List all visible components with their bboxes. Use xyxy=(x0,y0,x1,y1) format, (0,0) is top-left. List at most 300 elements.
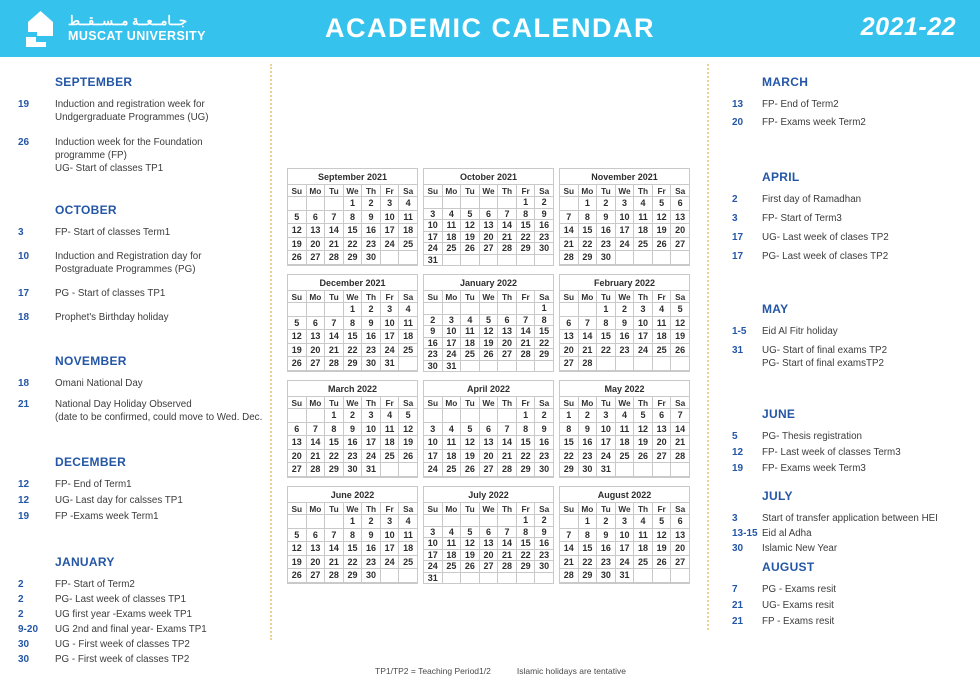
calendar-day: 9 xyxy=(535,208,554,220)
calendar-day: 16 xyxy=(535,538,554,550)
calendar-day: 11 xyxy=(634,210,653,224)
event-text: PG - First week of classes TP2 xyxy=(55,654,190,665)
calendar-day: 10 xyxy=(424,436,443,450)
month-heading: JUNE xyxy=(762,407,796,421)
weekday-header: We xyxy=(479,291,498,303)
event-text: FP- Last week of classes Term3 xyxy=(762,447,901,458)
weekday-header: Tu xyxy=(325,503,344,515)
calendar-day: 16 xyxy=(362,542,381,556)
calendar-day: 19 xyxy=(288,343,307,357)
calendar-day: 10 xyxy=(424,538,443,550)
weekday-header: Sa xyxy=(399,397,418,409)
event-row xyxy=(707,212,980,225)
calendar-day: 1 xyxy=(516,197,535,209)
calendar-day: 3 xyxy=(634,303,653,317)
mini-calendar-april-2022 xyxy=(423,380,554,478)
event-row xyxy=(707,542,980,555)
calendar-month-title: January 2022 xyxy=(424,275,554,291)
calendar-day xyxy=(399,357,418,371)
calendar-day: 26 xyxy=(652,237,671,251)
calendar-day: 9 xyxy=(597,210,616,224)
calendar-day: 7 xyxy=(671,409,690,423)
event-row xyxy=(0,311,270,324)
calendar-day: 23 xyxy=(362,555,381,569)
calendar-day: 25 xyxy=(634,237,653,251)
calendar-day: 18 xyxy=(380,436,399,450)
calendar-day: 15 xyxy=(343,224,362,238)
calendar-day xyxy=(634,357,653,371)
logo-arabic-name: جــامــعــة مــســقــط xyxy=(68,13,187,29)
event-row xyxy=(0,377,270,390)
event-day: 18 xyxy=(18,312,30,323)
weekday-header: Su xyxy=(424,503,443,515)
calendar-day: 27 xyxy=(498,349,517,361)
calendar-day: 6 xyxy=(306,528,325,542)
calendar-day: 14 xyxy=(306,436,325,450)
calendar-day: 23 xyxy=(578,449,597,463)
calendar-day: 5 xyxy=(288,210,307,224)
calendar-day: 19 xyxy=(634,436,653,450)
events-section-september xyxy=(0,75,270,187)
calendar-day: 8 xyxy=(516,526,535,538)
event-row xyxy=(0,623,270,636)
calendar-day: 2 xyxy=(535,515,554,527)
calendar-day xyxy=(362,582,381,583)
calendar-day: 24 xyxy=(634,343,653,357)
calendar-day xyxy=(380,569,399,583)
calendar-day xyxy=(516,254,535,266)
calendar-day: 20 xyxy=(479,549,498,561)
calendar-day: 27 xyxy=(671,237,690,251)
calendar-month-title: July 2022 xyxy=(424,487,554,503)
calendar-day xyxy=(560,582,579,583)
event-day: 20 xyxy=(732,117,744,128)
calendar-day xyxy=(325,515,344,529)
calendar-day xyxy=(288,582,307,583)
calendar-day xyxy=(343,582,362,583)
calendar-day xyxy=(634,463,653,477)
calendar-day: 8 xyxy=(343,528,362,542)
calendar-day: 31 xyxy=(615,569,634,583)
calendar-month-title: September 2021 xyxy=(288,169,418,185)
calendar-day xyxy=(498,303,517,315)
calendar-day: 24 xyxy=(362,449,381,463)
weekday-header: Su xyxy=(288,397,307,409)
calendar-day: 14 xyxy=(560,542,579,556)
event-day: 13-15 xyxy=(732,528,758,539)
calendar-day: 28 xyxy=(560,251,579,265)
weekday-header: We xyxy=(615,185,634,197)
calendar-day: 3 xyxy=(380,515,399,529)
events-section-december xyxy=(0,455,270,526)
event-day: 30 xyxy=(732,543,744,554)
calendar-day: 29 xyxy=(578,251,597,265)
event-text: Omani National Day xyxy=(55,378,143,389)
calendar-day: 6 xyxy=(288,422,307,436)
calendar-day: 4 xyxy=(461,314,480,326)
weekday-header: Tu xyxy=(461,397,480,409)
calendar-day: 30 xyxy=(362,569,381,583)
calendar-day: 16 xyxy=(362,330,381,344)
calendar-day: 5 xyxy=(634,409,653,423)
calendar-day: 3 xyxy=(597,409,616,423)
calendar-day: 30 xyxy=(362,357,381,371)
calendar-day: 7 xyxy=(560,210,579,224)
calendar-day: 4 xyxy=(652,303,671,317)
calendar-day: 20 xyxy=(479,449,498,463)
calendar-day: 31 xyxy=(362,463,381,477)
calendar-day: 17 xyxy=(424,231,443,243)
calendar-day: 17 xyxy=(380,542,399,556)
university-logo-icon xyxy=(22,9,59,49)
calendar-day: 19 xyxy=(461,231,480,243)
calendar-day: 23 xyxy=(535,231,554,243)
calendar-day: 12 xyxy=(652,528,671,542)
calendar-day xyxy=(306,197,325,211)
calendar-day xyxy=(652,569,671,583)
calendar-day: 2 xyxy=(535,409,554,423)
weekday-header: Tu xyxy=(597,291,616,303)
event-day: 9-20 xyxy=(18,624,39,635)
calendar-day: 25 xyxy=(652,343,671,357)
calendar-day xyxy=(461,303,480,315)
calendar-day: 21 xyxy=(498,449,517,463)
calendar-day: 15 xyxy=(560,436,579,450)
calendar-day: 10 xyxy=(597,422,616,436)
weekday-header: Sa xyxy=(399,185,418,197)
calendar-day: 25 xyxy=(399,343,418,357)
calendar-day: 3 xyxy=(615,515,634,529)
calendar-day: 21 xyxy=(325,555,344,569)
weekday-header: Th xyxy=(634,291,653,303)
calendar-day: 10 xyxy=(615,528,634,542)
calendar-day xyxy=(442,409,461,423)
calendar-day xyxy=(399,264,418,265)
calendar-day: 22 xyxy=(516,449,535,463)
weekday-header: Su xyxy=(560,397,579,409)
calendar-day: 17 xyxy=(380,330,399,344)
calendar-day xyxy=(380,582,399,583)
calendar-day: 6 xyxy=(479,208,498,220)
calendar-day: 30 xyxy=(597,569,616,583)
calendar-day: 26 xyxy=(671,343,690,357)
calendar-day xyxy=(399,582,418,583)
calendar-day: 13 xyxy=(671,528,690,542)
calendar-day: 22 xyxy=(343,343,362,357)
event-row xyxy=(0,98,270,124)
event-row xyxy=(707,583,980,596)
calendar-day: 9 xyxy=(362,316,381,330)
calendar-day: 21 xyxy=(560,555,579,569)
calendar-day: 12 xyxy=(461,436,480,450)
weekday-header: Su xyxy=(424,185,443,197)
month-heading: MARCH xyxy=(762,75,809,89)
calendar-day: 14 xyxy=(498,220,517,232)
calendar-day: 10 xyxy=(442,326,461,338)
calendar-day xyxy=(535,572,554,584)
calendar-day: 13 xyxy=(560,330,579,344)
calendar-day: 2 xyxy=(362,303,381,317)
events-section-october xyxy=(0,203,270,335)
calendar-day xyxy=(560,515,579,529)
calendar-day: 11 xyxy=(442,436,461,450)
calendar-day xyxy=(380,370,399,371)
calendar-day: 30 xyxy=(597,251,616,265)
event-row xyxy=(707,462,980,475)
calendar-day: 8 xyxy=(343,210,362,224)
calendar-day: 31 xyxy=(424,572,443,584)
event-text: UG- Last day for calsses TP1 xyxy=(55,495,183,506)
calendar-day: 1 xyxy=(343,303,362,317)
calendar-day: 14 xyxy=(498,436,517,450)
calendar-day xyxy=(325,476,344,477)
calendar-day: 31 xyxy=(597,463,616,477)
calendar-day xyxy=(578,370,597,371)
calendar-day xyxy=(343,264,362,265)
calendar-day: 7 xyxy=(325,316,344,330)
event-text: PG - Start of classes TP1 xyxy=(55,288,166,299)
calendar-day: 4 xyxy=(442,208,461,220)
event-day: 12 xyxy=(18,479,30,490)
calendar-day xyxy=(288,197,307,211)
calendar-day: 10 xyxy=(424,220,443,232)
calendar-day: 12 xyxy=(461,538,480,550)
event-text: FP- Exams week Term2 xyxy=(762,117,866,128)
logo-english-name: MUSCAT UNIVERSITY xyxy=(68,29,206,44)
calendar-day: 6 xyxy=(479,422,498,436)
calendar-day: 4 xyxy=(399,515,418,529)
calendar-day: 26 xyxy=(634,449,653,463)
calendar-day xyxy=(634,582,653,583)
event-text: Islamic New Year xyxy=(762,543,838,554)
calendar-day: 24 xyxy=(380,343,399,357)
calendar-day: 20 xyxy=(652,436,671,450)
weekday-header: We xyxy=(343,291,362,303)
calendar-day: 24 xyxy=(615,555,634,569)
month-heading: JULY xyxy=(762,489,793,503)
calendar-day xyxy=(442,476,461,477)
calendar-day: 27 xyxy=(479,561,498,573)
mini-calendar-july-2022 xyxy=(423,486,554,584)
calendar-day: 21 xyxy=(498,231,517,243)
calendar-day xyxy=(288,476,307,477)
calendar-day: 1 xyxy=(560,409,579,423)
calendar-day xyxy=(652,357,671,371)
calendar-day: 27 xyxy=(306,569,325,583)
calendar-day: 23 xyxy=(362,237,381,251)
events-section-june xyxy=(707,407,980,478)
footer-notes xyxy=(375,666,626,676)
calendar-day xyxy=(442,572,461,584)
weekday-header: Mo xyxy=(306,185,325,197)
calendar-day: 2 xyxy=(535,197,554,209)
mini-calendar-september-2021 xyxy=(287,168,418,266)
calendar-month-title: August 2022 xyxy=(560,487,690,503)
calendar-day xyxy=(597,357,616,371)
calendar-day: 22 xyxy=(325,449,344,463)
calendar-day xyxy=(306,264,325,265)
calendar-day: 20 xyxy=(288,449,307,463)
mini-calendar-may-2022 xyxy=(559,380,690,478)
calendar-day xyxy=(399,463,418,477)
calendar-day: 25 xyxy=(442,561,461,573)
calendar-day: 11 xyxy=(399,210,418,224)
calendar-day: 8 xyxy=(578,210,597,224)
calendar-day: 10 xyxy=(380,210,399,224)
calendar-day: 16 xyxy=(597,542,616,556)
calendar-day: 20 xyxy=(306,237,325,251)
events-section-august xyxy=(707,560,980,631)
calendar-day: 27 xyxy=(306,251,325,265)
calendar-day: 17 xyxy=(362,436,381,450)
calendar-day: 31 xyxy=(424,254,443,266)
calendar-day: 30 xyxy=(535,561,554,573)
events-section-march xyxy=(707,75,980,134)
event-row xyxy=(0,250,270,276)
calendar-day: 15 xyxy=(325,436,344,450)
event-text: FP- Start of Term2 xyxy=(55,579,135,590)
weekday-header: Tu xyxy=(597,503,616,515)
calendar-day xyxy=(498,254,517,266)
weekday-header: Tu xyxy=(461,503,480,515)
calendar-day xyxy=(479,360,498,372)
event-row xyxy=(0,510,270,523)
calendar-day xyxy=(634,251,653,265)
calendar-day: 17 xyxy=(424,549,443,561)
event-row xyxy=(0,494,270,507)
calendar-day: 5 xyxy=(652,515,671,529)
calendar-day xyxy=(615,582,634,583)
event-day: 17 xyxy=(732,232,744,243)
event-row xyxy=(0,638,270,651)
calendar-day xyxy=(652,463,671,477)
event-text: UG- Exams resit xyxy=(762,600,834,611)
calendar-day: 9 xyxy=(343,422,362,436)
weekday-header: Sa xyxy=(671,397,690,409)
calendar-day xyxy=(424,197,443,209)
calendar-day: 16 xyxy=(615,330,634,344)
weekday-header: Fr xyxy=(380,185,399,197)
calendar-day: 20 xyxy=(479,231,498,243)
calendar-day: 25 xyxy=(399,555,418,569)
weekday-header: Th xyxy=(498,291,517,303)
event-row xyxy=(707,231,980,244)
calendar-day: 9 xyxy=(362,210,381,224)
calendar-day xyxy=(343,476,362,477)
calendar-day xyxy=(325,582,344,583)
calendar-day xyxy=(380,264,399,265)
event-row xyxy=(0,478,270,491)
calendar-day: 13 xyxy=(306,542,325,556)
calendar-day: 1 xyxy=(516,515,535,527)
calendar-day: 4 xyxy=(399,303,418,317)
calendar-day: 19 xyxy=(671,330,690,344)
month-heading: NOVEMBER xyxy=(55,354,127,368)
calendar-day xyxy=(615,463,634,477)
weekday-header: Fr xyxy=(516,185,535,197)
weekday-header: Mo xyxy=(442,503,461,515)
calendar-day: 2 xyxy=(362,515,381,529)
calendar-day: 16 xyxy=(362,224,381,238)
university-logo xyxy=(22,9,206,49)
calendar-day xyxy=(560,303,579,317)
calendar-day: 29 xyxy=(516,463,535,477)
calendar-day: 5 xyxy=(399,409,418,423)
calendar-day xyxy=(362,476,381,477)
calendar-day: 16 xyxy=(597,224,616,238)
calendar-day: 2 xyxy=(424,314,443,326)
calendar-day: 4 xyxy=(399,197,418,211)
calendar-day: 7 xyxy=(516,314,535,326)
weekday-header: Tu xyxy=(461,185,480,197)
mini-calendar-february-2022 xyxy=(559,274,690,372)
calendar-day: 21 xyxy=(498,549,517,561)
footer-note-teaching-period: TP1/TP2 = Teaching Period1/2 xyxy=(375,666,491,676)
calendar-day: 2 xyxy=(597,515,616,529)
calendar-day: 25 xyxy=(634,555,653,569)
event-text: FP- Start of Term3 xyxy=(762,213,842,224)
calendar-day: 3 xyxy=(380,197,399,211)
month-heading: JANUARY xyxy=(55,555,115,569)
calendar-day: 27 xyxy=(479,463,498,477)
calendar-day: 28 xyxy=(560,569,579,583)
page-title: ACADEMIC CALENDAR xyxy=(325,13,655,43)
calendar-day: 26 xyxy=(288,569,307,583)
calendar-day xyxy=(442,197,461,209)
calendar-day: 6 xyxy=(479,526,498,538)
weekday-header: Fr xyxy=(516,397,535,409)
calendar-day xyxy=(535,476,554,477)
event-day: 21 xyxy=(18,399,30,410)
calendar-day: 18 xyxy=(634,224,653,238)
weekday-header: Tu xyxy=(325,185,344,197)
event-text: FP- End of Term1 xyxy=(55,479,132,490)
calendar-day: 29 xyxy=(325,463,344,477)
weekday-header: Su xyxy=(424,291,443,303)
event-text: FP- End of Term2 xyxy=(762,99,839,110)
calendar-day: 17 xyxy=(615,224,634,238)
calendar-day: 1 xyxy=(578,515,597,529)
event-text: National Day Holiday Observed (date to be confirmed, could move to Wed. Dec. xyxy=(55,399,263,423)
calendar-day xyxy=(498,360,517,372)
calendar-day xyxy=(461,515,480,527)
calendar-day xyxy=(560,476,579,477)
calendar-day: 1 xyxy=(597,303,616,317)
event-day: 2 xyxy=(18,609,24,620)
calendar-day xyxy=(325,197,344,211)
weekday-header: Mo xyxy=(442,185,461,197)
event-day: 17 xyxy=(732,251,744,262)
month-heading: SEPTEMBER xyxy=(55,75,133,89)
calendar-day: 9 xyxy=(424,326,443,338)
calendar-day xyxy=(306,476,325,477)
weekday-header: We xyxy=(343,503,362,515)
calendar-day xyxy=(306,303,325,317)
calendar-day: 19 xyxy=(461,549,480,561)
calendar-day: 18 xyxy=(442,549,461,561)
weekday-header: Tu xyxy=(325,397,344,409)
event-text: PG- Thesis registration xyxy=(762,431,863,442)
calendar-day: 24 xyxy=(380,555,399,569)
weekday-header: We xyxy=(343,397,362,409)
calendar-day: 25 xyxy=(461,349,480,361)
calendar-day xyxy=(652,264,671,265)
calendar-day xyxy=(380,476,399,477)
weekday-header: Mo xyxy=(306,397,325,409)
calendar-day xyxy=(578,476,597,477)
weekday-header: We xyxy=(615,291,634,303)
calendar-day: 14 xyxy=(325,224,344,238)
